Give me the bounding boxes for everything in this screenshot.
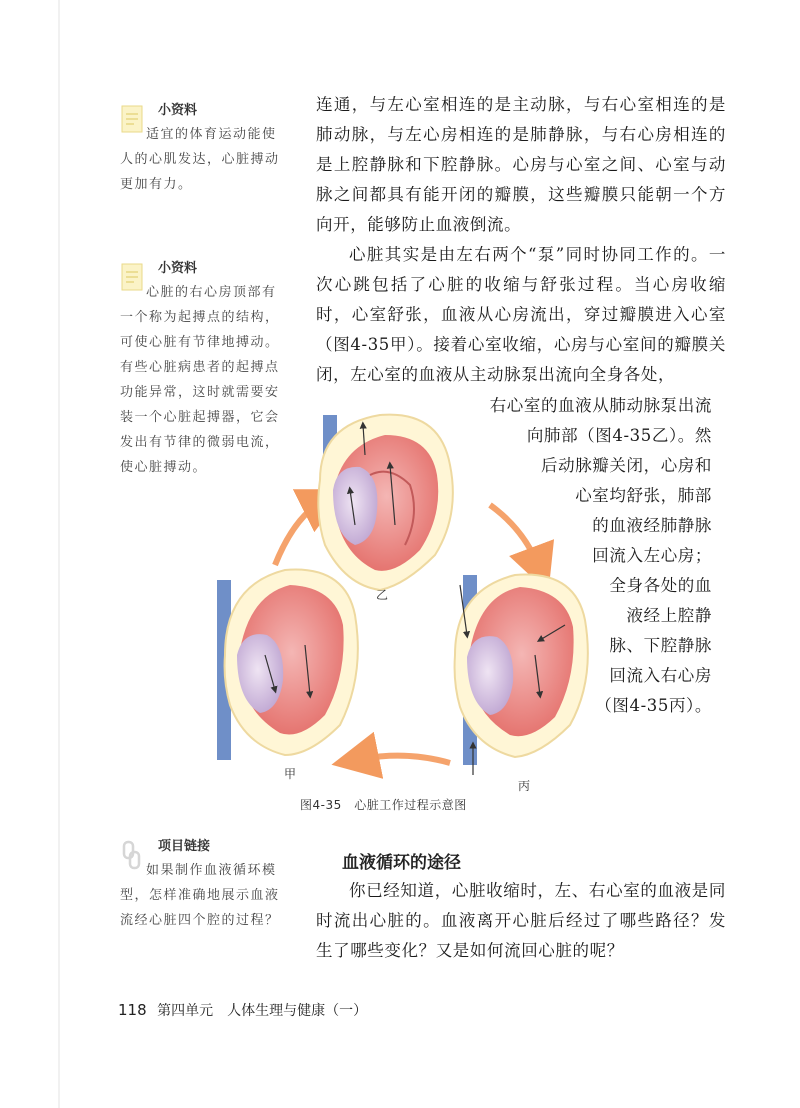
wrap-text-line: 心室均舒张，肺部 bbox=[575, 486, 712, 505]
wrap-text-line: （图4-35丙）。 bbox=[595, 696, 712, 715]
figure-label-jia: 甲 bbox=[284, 767, 297, 781]
note-icon bbox=[120, 260, 146, 294]
paragraph-text: 连通，与左心室相连的是主动脉，与右心室相连的是肺动脉，与左心房相连的是肺静脉，与右心房相连的是上腔静脉和下腔静脉。心房与心室之间、心室与动脉之间都具有能开闭的瓣膜，这些瓣膜只能朝一个方向开，能够防止血液倒流。 bbox=[316, 95, 726, 234]
heart-yi bbox=[318, 415, 453, 590]
note-body: 适宜的体育运动能使人的心肌发达，心脏搏动更加有力。 bbox=[120, 127, 280, 192]
wrap-text-line: 全身各处的血 bbox=[609, 576, 712, 595]
wrap-text-line: 脉、下腔静脉 bbox=[609, 636, 712, 655]
sidebar-note-1 bbox=[120, 100, 290, 197]
wrap-text-line: 液经上腔静 bbox=[626, 606, 712, 625]
wrap-text-line: 向肺部（图4-35乙）。然 bbox=[526, 426, 712, 445]
heart-bing bbox=[455, 575, 588, 775]
unit-title: 第四单元 人体生理与健康（一） bbox=[157, 1003, 368, 1019]
note-icon bbox=[120, 102, 146, 136]
page-number: 118 bbox=[118, 1001, 147, 1019]
note-body: 心脏的右心房顶部有一个称为起搏点的结构，可使心脏有节律地搏动。有些心脏病患者的起搏点功能异常，这时就需要安装一个心脏起搏器，它会发出有节律的微弱电流，使心脏搏动。 bbox=[120, 285, 280, 475]
sidebar-note-3 bbox=[120, 836, 290, 933]
cycle-arrow-yi-to-bing bbox=[490, 505, 540, 570]
wrap-text-line: 回流入左心房； bbox=[592, 546, 712, 565]
main-paragraph-2 bbox=[316, 240, 726, 390]
paragraph-text: 你已经知道，心脏收缩时，左、右心室的血液是同时流出心脏的。血液离开心脏后经过了哪些路径？发生了哪些变化？又是如何流回心脏的呢？ bbox=[316, 881, 726, 960]
page-binding-edge bbox=[58, 0, 60, 1108]
note-title: 小资料 bbox=[158, 103, 198, 118]
figure-label-bing: 丙 bbox=[518, 779, 531, 793]
main-paragraph-3 bbox=[316, 876, 726, 966]
paragraph-text: 心脏其实是由左右两个“泵”同时协同工作的。一次心跳包括了心脏的收缩与舒张过程。当心房收缩时，心室舒张，血液从心房流出，穿过瓣膜进入心室（图4-35甲）。接着心室收缩，心房与心室间的瓣膜关闭，左心室的血液从主动脉泵出流向全身各处， bbox=[316, 245, 726, 384]
page-footer bbox=[118, 1000, 367, 1020]
note-title: 小资料 bbox=[158, 261, 198, 276]
wrap-text-line: 后动脉瓣关闭，心房和 bbox=[541, 456, 712, 475]
main-paragraph-1 bbox=[316, 90, 726, 240]
heart-jia bbox=[217, 570, 358, 760]
cycle-arrow-bing-to-jia bbox=[355, 756, 450, 763]
section-heading: 血液循环的途径 bbox=[342, 853, 461, 873]
wrap-text-line: 回流入右心房 bbox=[609, 666, 712, 685]
figure-caption: 图4-35 心脏工作过程示意图 bbox=[300, 798, 467, 812]
figure-label-yi: 乙 bbox=[376, 588, 389, 602]
wrap-text-line: 的血液经肺静脉 bbox=[592, 516, 712, 535]
wrap-text-line: 右心室的血液从肺动脉泵出流 bbox=[489, 396, 712, 415]
note-title: 项目链接 bbox=[158, 839, 211, 854]
heart-figure bbox=[205, 395, 605, 795]
note-body: 如果制作血液循环模型，怎样准确地展示血液流经心脏四个腔的过程？ bbox=[120, 863, 280, 928]
link-icon bbox=[120, 838, 146, 872]
